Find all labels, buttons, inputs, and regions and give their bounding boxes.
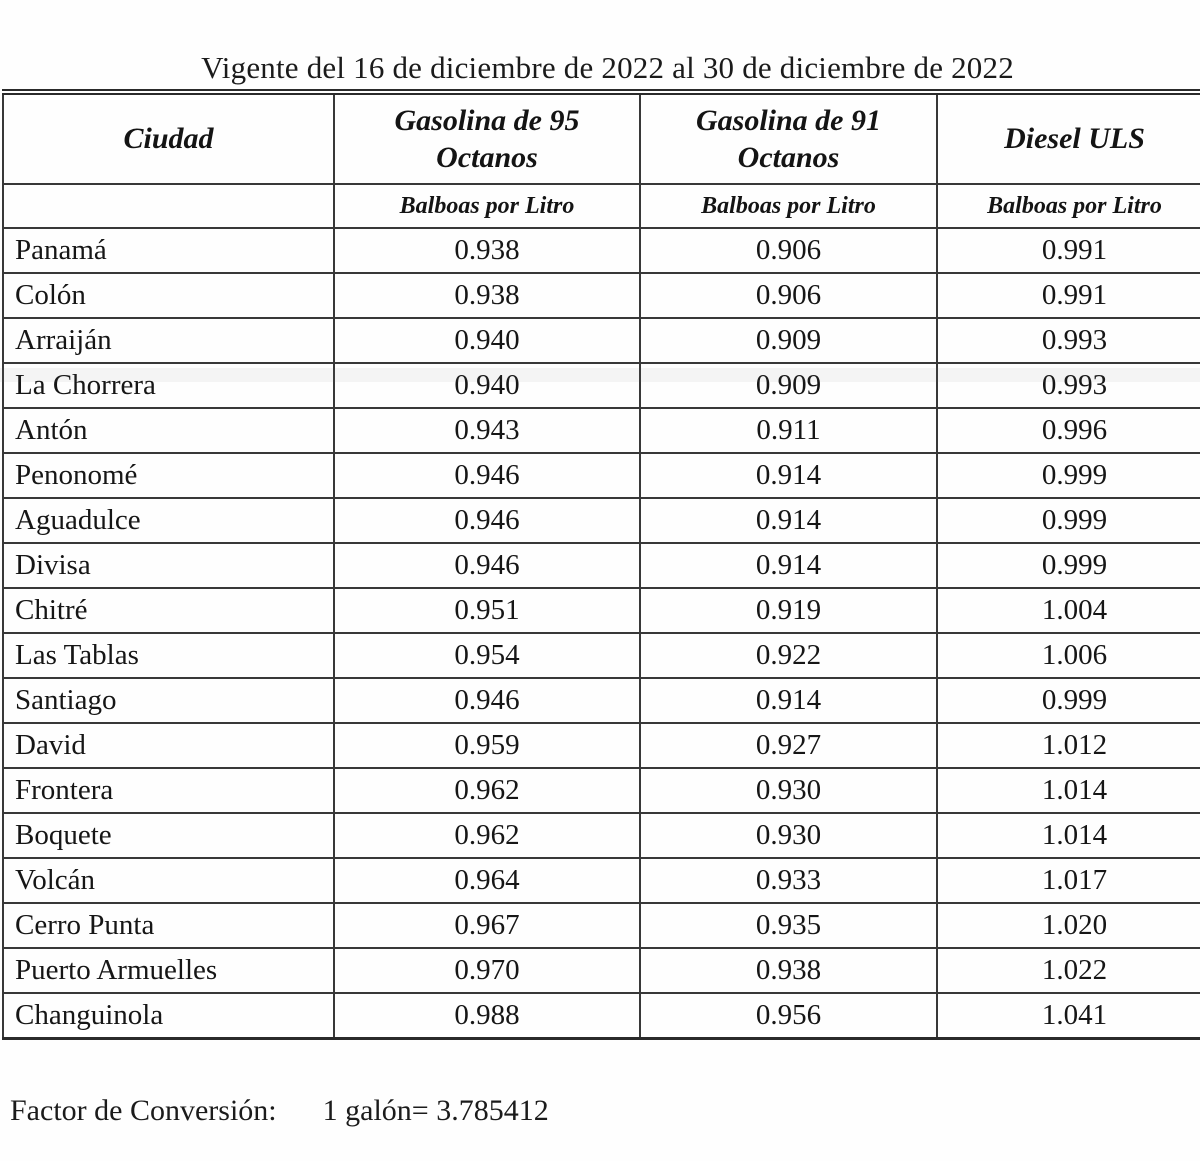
city-cell: Puerto Armuelles bbox=[3, 948, 334, 993]
price-cell-91: 0.935 bbox=[640, 903, 937, 948]
column-header-ciudad: Ciudad bbox=[3, 92, 334, 184]
unit-cell-balboas-95: Balboas por Litro bbox=[334, 184, 640, 228]
city-cell: Volcán bbox=[3, 858, 334, 903]
price-cell-95: 0.959 bbox=[334, 723, 640, 768]
table-row-puerto-armuelles bbox=[3, 948, 1200, 993]
price-cell-diesel: 0.999 bbox=[937, 453, 1200, 498]
table-header-row bbox=[3, 92, 1200, 184]
city-cell: Las Tablas bbox=[3, 633, 334, 678]
price-cell-95: 0.951 bbox=[334, 588, 640, 633]
price-cell-diesel: 0.991 bbox=[937, 228, 1200, 273]
city-cell: Aguadulce bbox=[3, 498, 334, 543]
conversion-factor-value: 1 galón= 3.785412 bbox=[322, 1094, 549, 1127]
price-cell-diesel: 1.004 bbox=[937, 588, 1200, 633]
price-cell-91: 0.919 bbox=[640, 588, 937, 633]
city-cell: Divisa bbox=[3, 543, 334, 588]
price-cell-91: 0.927 bbox=[640, 723, 937, 768]
fuel-price-table bbox=[2, 89, 1200, 1040]
price-cell-91: 0.930 bbox=[640, 768, 937, 813]
price-cell-95: 0.962 bbox=[334, 768, 640, 813]
price-cell-95: 0.946 bbox=[334, 543, 640, 588]
table-row-frontera bbox=[3, 768, 1200, 813]
price-cell-diesel: 1.041 bbox=[937, 993, 1200, 1038]
price-cell-91: 0.914 bbox=[640, 678, 937, 723]
price-cell-91: 0.922 bbox=[640, 633, 937, 678]
price-cell-diesel: 1.006 bbox=[937, 633, 1200, 678]
price-cell-95: 0.938 bbox=[334, 273, 640, 318]
price-cell-diesel: 0.996 bbox=[937, 408, 1200, 453]
price-cell-91: 0.909 bbox=[640, 363, 937, 408]
column-header-gasolina-91: Gasolina de 91 Octanos bbox=[640, 92, 937, 184]
price-cell-91: 0.930 bbox=[640, 813, 937, 858]
city-cell: Panamá bbox=[3, 228, 334, 273]
price-cell-95: 0.964 bbox=[334, 858, 640, 903]
unit-cell-empty bbox=[3, 184, 334, 228]
price-cell-diesel: 0.999 bbox=[937, 678, 1200, 723]
city-cell: Colón bbox=[3, 273, 334, 318]
price-cell-diesel: 0.999 bbox=[937, 498, 1200, 543]
price-cell-91: 0.909 bbox=[640, 318, 937, 363]
price-cell-diesel: 0.999 bbox=[937, 543, 1200, 588]
city-cell: Arraiján bbox=[3, 318, 334, 363]
unit-cell-balboas-diesel: Balboas por Litro bbox=[937, 184, 1200, 228]
price-cell-diesel: 1.012 bbox=[937, 723, 1200, 768]
price-cell-diesel: 1.022 bbox=[937, 948, 1200, 993]
column-header-gasolina-95: Gasolina de 95 Octanos bbox=[334, 92, 640, 184]
table-row-colon bbox=[3, 273, 1200, 318]
table-row-las-tablas bbox=[3, 633, 1200, 678]
city-cell: La Chorrera bbox=[3, 363, 334, 408]
city-cell: Cerro Punta bbox=[3, 903, 334, 948]
table-row-changuinola bbox=[3, 993, 1200, 1038]
price-cell-95: 0.946 bbox=[334, 678, 640, 723]
price-cell-95: 0.970 bbox=[334, 948, 640, 993]
city-cell: Boquete bbox=[3, 813, 334, 858]
price-cell-diesel: 1.014 bbox=[937, 768, 1200, 813]
price-cell-91: 0.911 bbox=[640, 408, 937, 453]
city-cell: Changuinola bbox=[3, 993, 334, 1038]
unit-cell-balboas-91: Balboas por Litro bbox=[640, 184, 937, 228]
validity-period-title: Vigente del 16 de diciembre de 2022 al 30 de diciembre de 2022 bbox=[201, 50, 1014, 85]
price-cell-diesel: 0.993 bbox=[937, 318, 1200, 363]
price-cell-95: 0.946 bbox=[334, 498, 640, 543]
price-cell-95: 0.940 bbox=[334, 363, 640, 408]
table-row-david bbox=[3, 723, 1200, 768]
table-row-panama bbox=[3, 228, 1200, 273]
table-row-arraijan bbox=[3, 318, 1200, 363]
price-cell-diesel: 1.017 bbox=[937, 858, 1200, 903]
price-cell-95: 0.940 bbox=[334, 318, 640, 363]
table-row-volcan bbox=[3, 858, 1200, 903]
table-row-anton bbox=[3, 408, 1200, 453]
price-cell-91: 0.906 bbox=[640, 273, 937, 318]
conversion-factor-line bbox=[10, 1094, 549, 1128]
table-row-chitre bbox=[3, 588, 1200, 633]
city-cell: Penonomé bbox=[3, 453, 334, 498]
conversion-factor-label: Factor de Conversión: bbox=[10, 1094, 277, 1127]
price-cell-91: 0.956 bbox=[640, 993, 937, 1038]
price-cell-95: 0.967 bbox=[334, 903, 640, 948]
table-row-boquete bbox=[3, 813, 1200, 858]
city-cell: Chitré bbox=[3, 588, 334, 633]
table-unit-row bbox=[3, 184, 1200, 228]
table-row-divisa bbox=[3, 543, 1200, 588]
price-cell-95: 0.988 bbox=[334, 993, 640, 1038]
price-cell-diesel: 1.020 bbox=[937, 903, 1200, 948]
city-cell: Antón bbox=[3, 408, 334, 453]
city-cell: David bbox=[3, 723, 334, 768]
city-cell: Frontera bbox=[3, 768, 334, 813]
fuel-price-table-container bbox=[2, 89, 1200, 1040]
price-cell-91: 0.914 bbox=[640, 498, 937, 543]
price-cell-diesel: 0.993 bbox=[937, 363, 1200, 408]
price-cell-95: 0.938 bbox=[334, 228, 640, 273]
table-row-aguadulce bbox=[3, 498, 1200, 543]
table-row-la-chorrera bbox=[3, 363, 1200, 408]
price-cell-diesel: 0.991 bbox=[937, 273, 1200, 318]
price-cell-95: 0.946 bbox=[334, 453, 640, 498]
price-cell-95: 0.954 bbox=[334, 633, 640, 678]
price-cell-91: 0.914 bbox=[640, 543, 937, 588]
price-cell-91: 0.914 bbox=[640, 453, 937, 498]
table-row-cerro-punta bbox=[3, 903, 1200, 948]
table-row-santiago bbox=[3, 678, 1200, 723]
price-cell-95: 0.962 bbox=[334, 813, 640, 858]
price-cell-91: 0.906 bbox=[640, 228, 937, 273]
price-cell-91: 0.938 bbox=[640, 948, 937, 993]
column-header-diesel-uls: Diesel ULS bbox=[937, 92, 1200, 184]
price-cell-91: 0.933 bbox=[640, 858, 937, 903]
price-cell-95: 0.943 bbox=[334, 408, 640, 453]
city-cell: Santiago bbox=[3, 678, 334, 723]
price-cell-diesel: 1.014 bbox=[937, 813, 1200, 858]
table-row-penonome bbox=[3, 453, 1200, 498]
